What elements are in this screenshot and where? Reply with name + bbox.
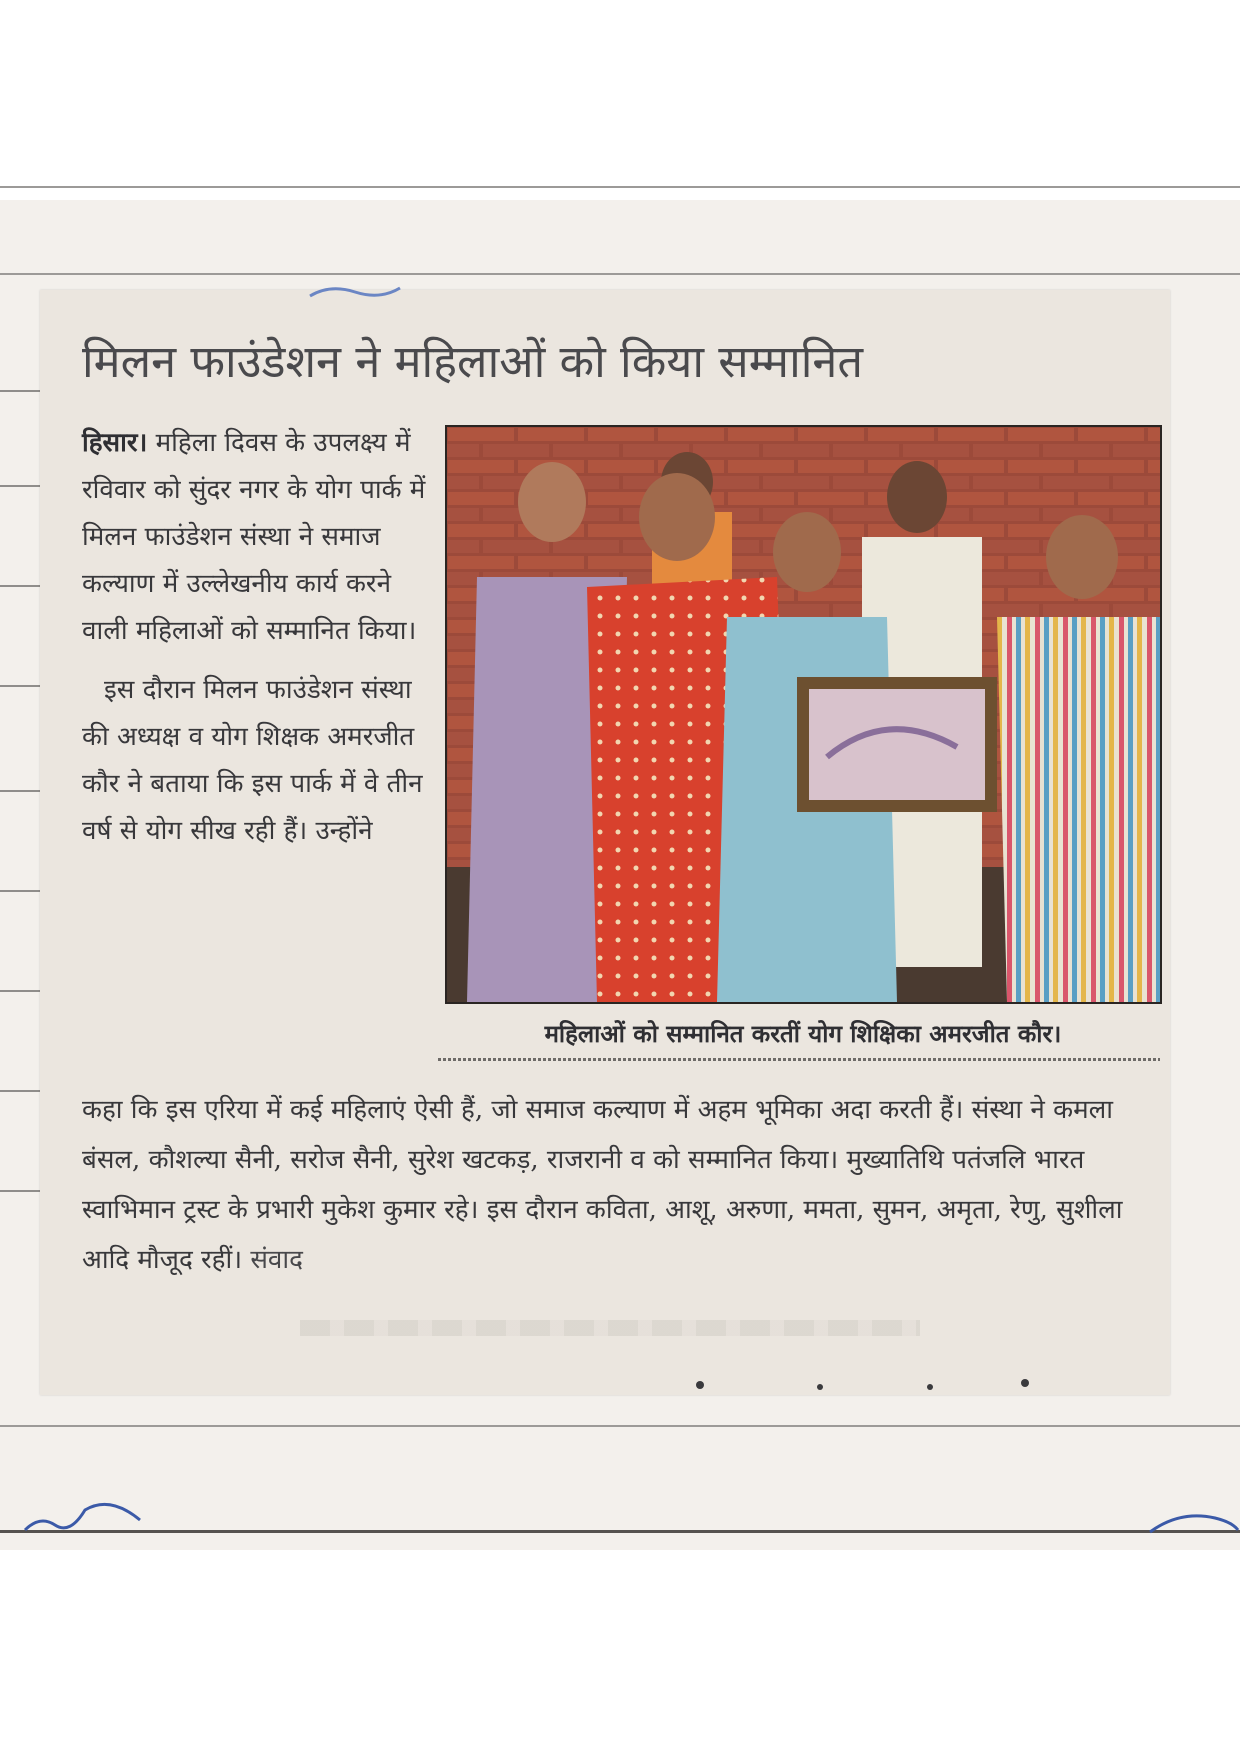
caption-divider (438, 1058, 1160, 1061)
ruled-line (0, 1090, 45, 1092)
pen-mark-icon (300, 278, 420, 308)
article-signoff: संवाद (250, 1245, 303, 1275)
ruled-line (0, 186, 1240, 188)
bleed-through-text (300, 1320, 920, 1336)
article-headline: मिलन फाउंडेशन ने महिलाओं को किया सम्मानित (82, 335, 864, 388)
photo-caption: महिलाओं को सम्मानित करतीं योग शिक्षिका अमरजीत कौर। (544, 1020, 1062, 1048)
ruled-line (0, 990, 45, 992)
lead-paragraph (82, 420, 442, 655)
continuation-text: कहा कि इस एरिया में कई महिलाएं ऐसी हैं, जो समाज कल्याण में अहम भूमिका अदा करती हैं। संस्था ने कमला बंसल, कौशल्या सैनी, सरोज सैनी, सुरेश खटकड़, राजरानी व को सम्मानित किया। मुख्यातिथि पतंजलि भारत स्वाभिमान ट्रस्ट के प्रभारी मुकेश कुमार रहे। इस दौरान कविता, आशू, अरुणा, ममता, सुमन, अमृता, रेणु, सुशीला आदि मौजूद रहीं। (82, 1095, 1123, 1275)
cut-edge-marks-icon (680, 1375, 1040, 1395)
ruled-line (0, 390, 45, 392)
second-paragraph: इस दौरान मिलन फाउंडेशन संस्था की अध्यक्ष व योग शिक्षक अमरजीत कौर ने बताया कि इस पार्क में वे तीन वर्ष से योग सीख रही हैं। उन्होंने (82, 675, 423, 846)
ruled-line (0, 1190, 45, 1192)
dateline: हिसार। (82, 428, 148, 458)
photo-illustration-icon (447, 427, 1160, 1002)
ruled-line (0, 273, 1240, 275)
pen-scribble-icon (0, 1490, 1240, 1550)
ruled-line (0, 890, 45, 892)
lead-text: महिला दिवस के उपलक्ष्य में रविवार को सुंदर नगर के योग पार्क में मिलन फाउंडेशन संस्था ने समाज कल्याण में उल्लेखनीय कार्य करने वाली महिलाओं को सम्मानित किया। (82, 428, 426, 646)
article-column (82, 420, 442, 855)
newspaper-clipping (40, 290, 1170, 1395)
ruled-line (0, 790, 45, 792)
ruled-line (0, 685, 45, 687)
ruled-line (0, 1425, 1240, 1427)
ruled-line (0, 485, 45, 487)
continuation-paragraph (82, 1085, 1167, 1285)
ruled-line (0, 585, 45, 587)
article-photo (445, 425, 1162, 1004)
